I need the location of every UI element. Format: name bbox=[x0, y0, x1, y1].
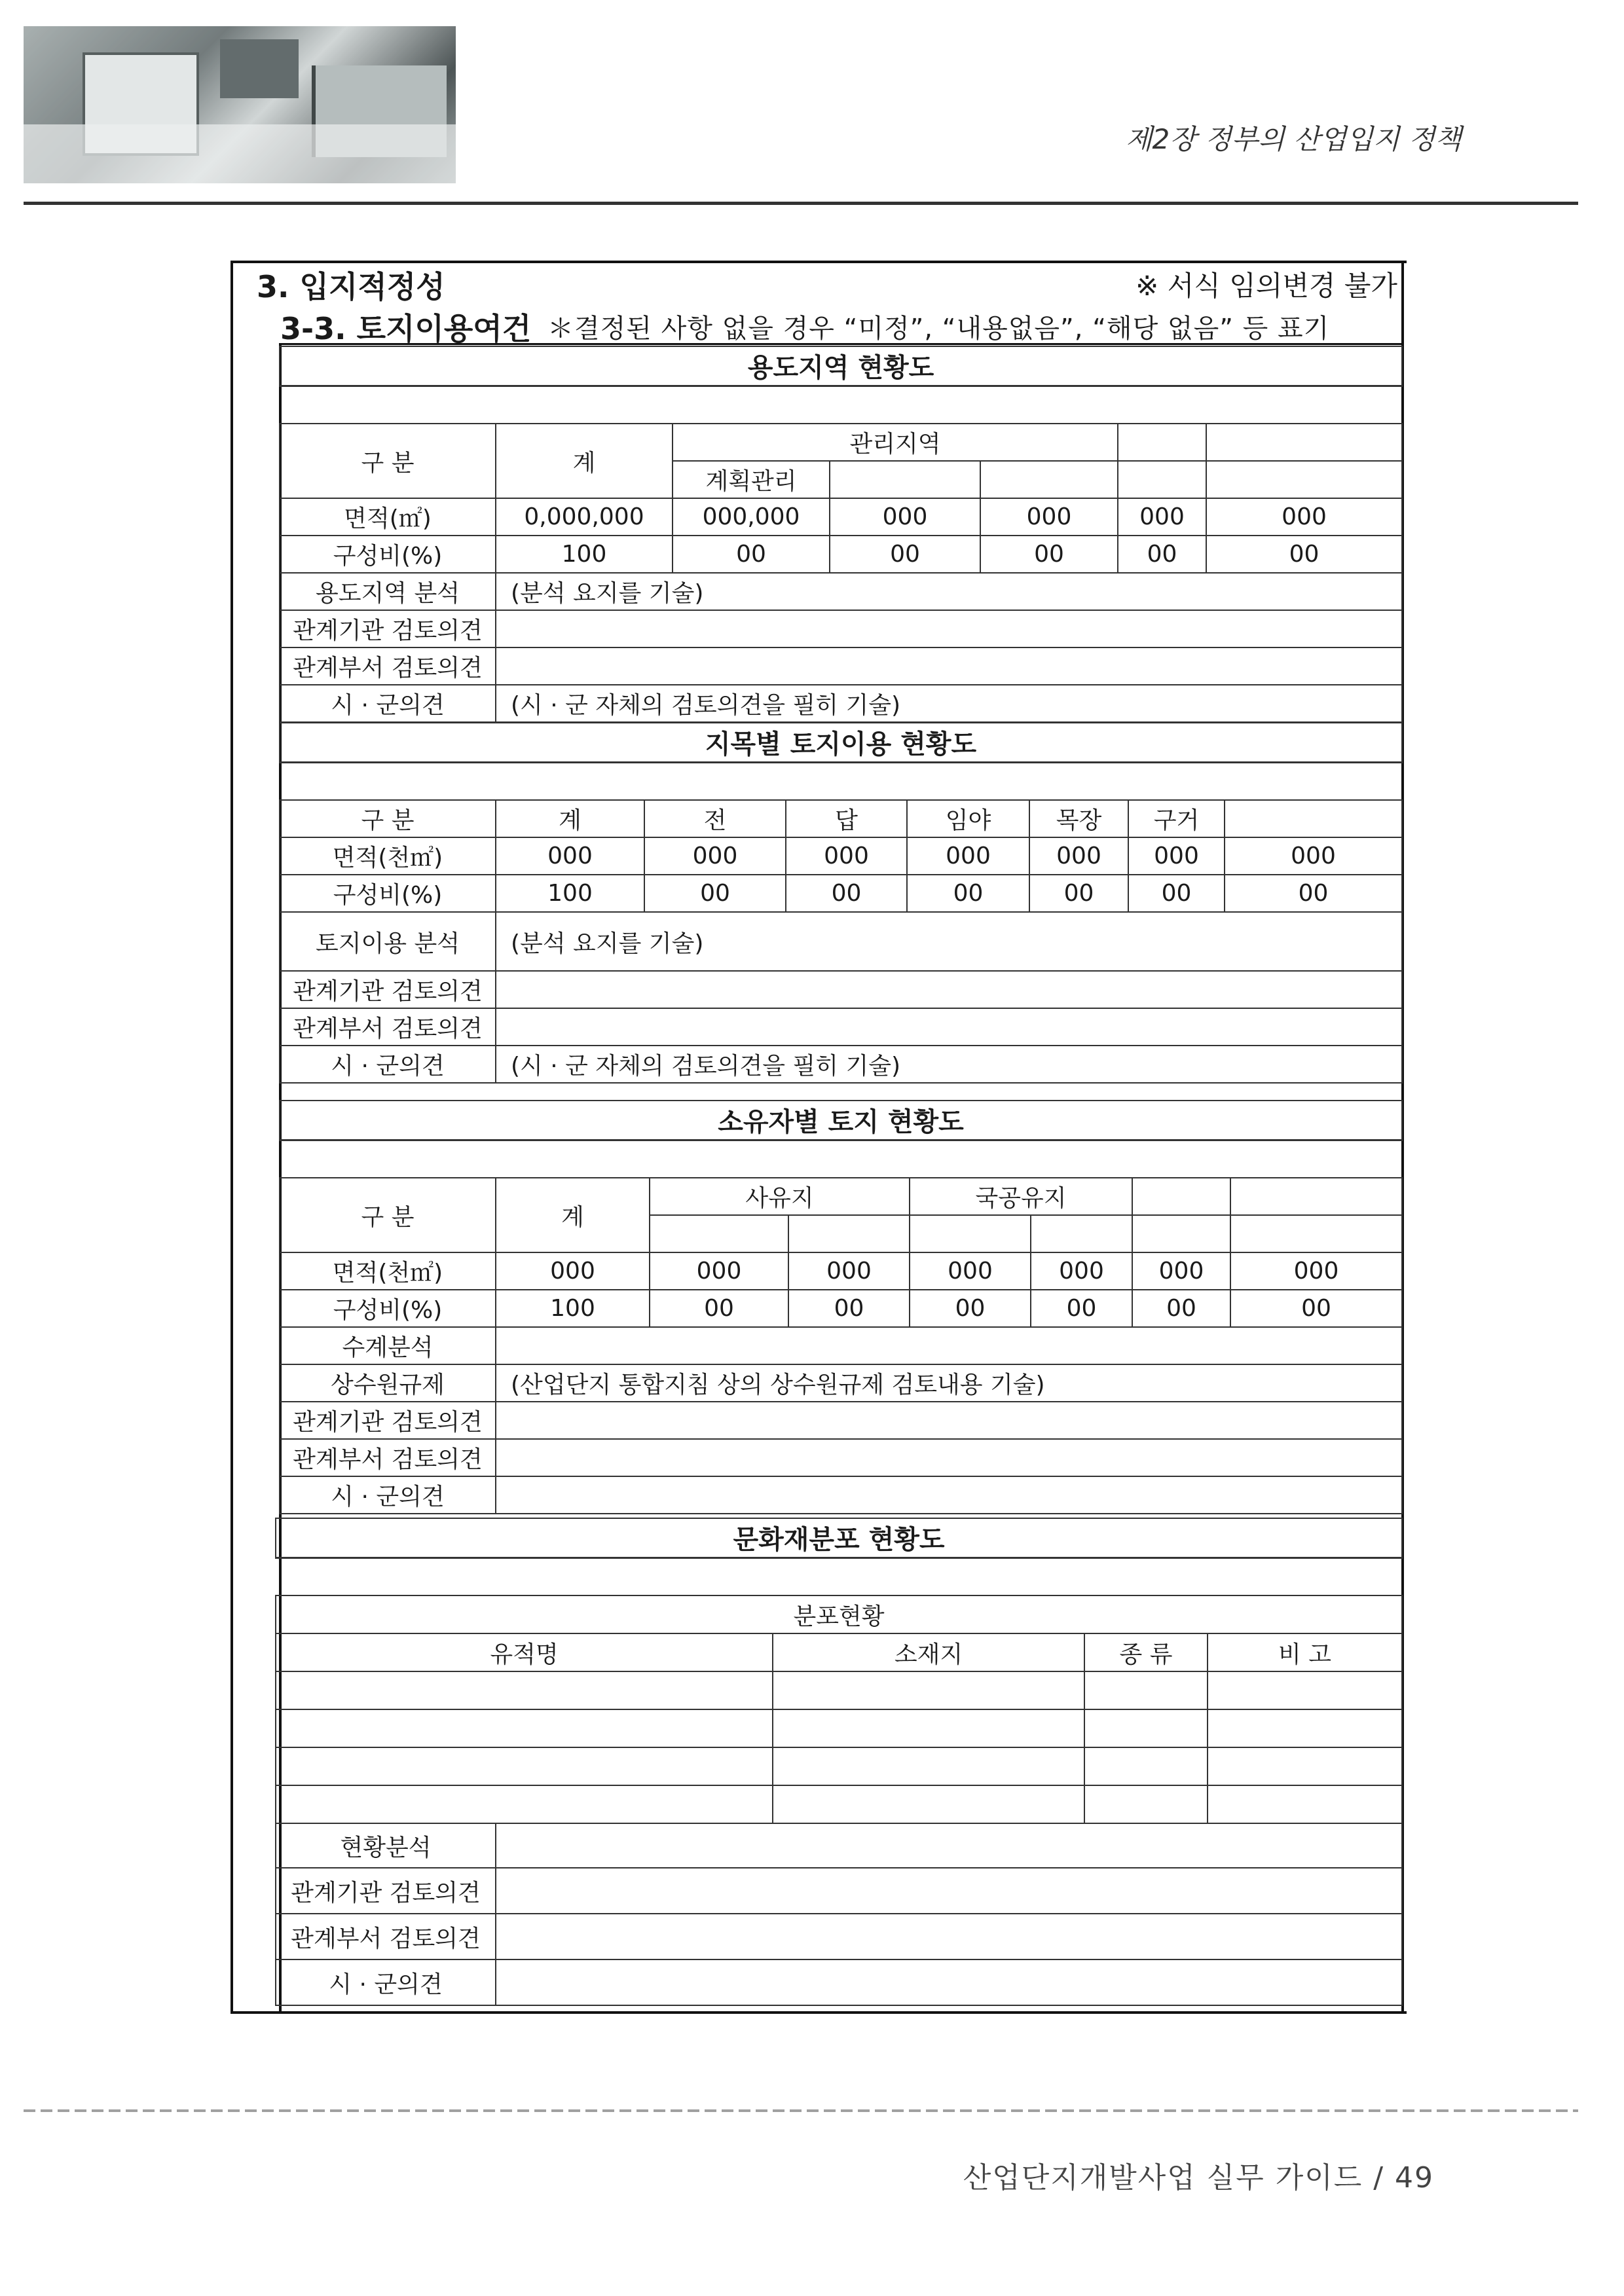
landuse-area-value: 000 bbox=[1128, 837, 1225, 875]
heritage-cell[interactable] bbox=[276, 1785, 773, 1823]
zoning-ratio-value: 00 bbox=[1206, 536, 1402, 573]
heritage-header: 소재지 bbox=[773, 1633, 1084, 1671]
ownership-title: 소유자별 토지 현황도 bbox=[280, 1101, 1402, 1140]
landuse-table bbox=[279, 722, 1403, 1084]
ownership-ratio-value: 00 bbox=[650, 1290, 788, 1327]
heritage-dept-label: 관계부서 검토의견 bbox=[276, 1914, 496, 1959]
landuse-area-value: 000 bbox=[1225, 837, 1402, 875]
zoning-table bbox=[279, 346, 1403, 723]
ownership-area-value: 000 bbox=[910, 1252, 1031, 1290]
zoning-area-value: 000,000 bbox=[673, 498, 830, 536]
ownership-water-field[interactable] bbox=[496, 1327, 1402, 1364]
zoning-plan-mgmt-label: 계획관리 bbox=[673, 461, 830, 498]
heritage-dept-field[interactable] bbox=[496, 1914, 1402, 1959]
heritage-cell[interactable] bbox=[773, 1785, 1084, 1823]
heritage-cell[interactable] bbox=[1208, 1671, 1402, 1709]
ownership-source-field[interactable]: (산업단지 통합지침 상의 상수원규제 검토내용 기술) bbox=[496, 1364, 1402, 1402]
heritage-cell[interactable] bbox=[773, 1747, 1084, 1785]
ownership-col-label: 구 분 bbox=[280, 1178, 496, 1252]
heritage-agency-label: 관계기관 검토의견 bbox=[276, 1868, 496, 1914]
landuse-agency-field[interactable] bbox=[496, 971, 1402, 1008]
ownership-area-value: 000 bbox=[1031, 1252, 1132, 1290]
header-photo bbox=[24, 26, 456, 183]
heritage-dist-label: 분포현황 bbox=[276, 1595, 1402, 1633]
chapter-title: 제2장 정부의 산업입지 정책 bbox=[1125, 123, 1462, 155]
zoning-area-value: 000 bbox=[1206, 498, 1402, 536]
landuse-area-value: 000 bbox=[907, 837, 1029, 875]
landuse-area-value: 000 bbox=[644, 837, 786, 875]
heritage-cell[interactable] bbox=[276, 1671, 773, 1709]
landuse-agency-label: 관계기관 검토의견 bbox=[280, 971, 496, 1008]
heritage-cell[interactable] bbox=[1084, 1747, 1208, 1785]
zoning-city-field[interactable]: (시 · 군 자체의 검토의견을 필히 기술) bbox=[496, 685, 1402, 722]
zoning-ratio-value: 00 bbox=[830, 536, 980, 573]
zoning-city-label: 시 · 군의견 bbox=[280, 685, 496, 722]
heritage-cell[interactable] bbox=[276, 1709, 773, 1747]
landuse-area-label: 면적(천㎡) bbox=[280, 837, 496, 875]
landuse-area-value: 000 bbox=[786, 837, 907, 875]
landuse-dept-field[interactable] bbox=[496, 1008, 1402, 1046]
zoning-total-label: 계 bbox=[496, 424, 673, 498]
landuse-header: 목장 bbox=[1029, 800, 1128, 837]
ownership-city-field[interactable] bbox=[496, 1476, 1402, 1514]
ownership-public-label: 국공유지 bbox=[910, 1178, 1132, 1215]
heritage-agency-field[interactable] bbox=[496, 1868, 1402, 1914]
heritage-table bbox=[275, 1518, 1403, 2006]
footer-text: 산업단지개발사업 실무 가이드 / 49 bbox=[963, 2161, 1434, 2195]
landuse-header: 구거 bbox=[1128, 800, 1225, 837]
ownership-agency-field[interactable] bbox=[496, 1402, 1402, 1439]
landuse-city-label: 시 · 군의견 bbox=[280, 1046, 496, 1083]
landuse-analysis-label: 토지이용 분석 bbox=[280, 912, 496, 971]
landuse-area-value: 000 bbox=[496, 837, 644, 875]
landuse-ratio-value: 00 bbox=[1128, 875, 1225, 912]
heritage-status-label: 현황분석 bbox=[276, 1823, 496, 1868]
zoning-mgmt-label: 관리지역 bbox=[673, 424, 1118, 461]
landuse-dept-label: 관계부서 검토의견 bbox=[280, 1008, 496, 1046]
heritage-header: 비 고 bbox=[1208, 1633, 1402, 1671]
zoning-agency-field[interactable] bbox=[496, 610, 1402, 647]
ownership-private-label: 사유지 bbox=[650, 1178, 910, 1215]
landuse-header: 계 bbox=[496, 800, 644, 837]
ownership-source-label: 상수원규제 bbox=[280, 1364, 496, 1402]
landuse-ratio-value: 00 bbox=[1225, 875, 1402, 912]
header-rule bbox=[24, 202, 1578, 205]
zoning-ratio-value: 00 bbox=[1118, 536, 1206, 573]
zoning-area-value: 000 bbox=[1118, 498, 1206, 536]
landuse-header bbox=[1225, 800, 1402, 837]
ownership-water-label: 수계분석 bbox=[280, 1327, 496, 1364]
landuse-ratio-value: 00 bbox=[1029, 875, 1128, 912]
landuse-ratio-value: 100 bbox=[496, 875, 644, 912]
zoning-analysis-label: 용도지역 분석 bbox=[280, 573, 496, 610]
heritage-cell[interactable] bbox=[773, 1671, 1084, 1709]
heritage-status-field[interactable] bbox=[496, 1823, 1402, 1868]
heritage-cell[interactable] bbox=[773, 1709, 1084, 1747]
heritage-cell[interactable] bbox=[1208, 1747, 1402, 1785]
ownership-area-value: 000 bbox=[496, 1252, 650, 1290]
landuse-analysis-field[interactable]: (분석 요지를 기술) bbox=[496, 912, 1402, 971]
ownership-ratio-value: 00 bbox=[1230, 1290, 1402, 1327]
landuse-ratio-value: 00 bbox=[786, 875, 907, 912]
landuse-header: 전 bbox=[644, 800, 786, 837]
zoning-agency-label: 관계기관 검토의견 bbox=[280, 610, 496, 647]
zoning-ratio-label: 구성비(%) bbox=[280, 536, 496, 573]
zoning-ratio-value: 100 bbox=[496, 536, 673, 573]
ownership-ratio-value: 00 bbox=[788, 1290, 910, 1327]
heritage-header: 유적명 bbox=[276, 1633, 773, 1671]
landuse-area-value: 000 bbox=[1029, 837, 1128, 875]
ownership-total-label: 계 bbox=[496, 1178, 650, 1252]
subsection-title: 3-3. 토지이용여건 bbox=[280, 311, 532, 346]
ownership-ratio-label: 구성비(%) bbox=[280, 1290, 496, 1327]
zoning-title: 용도지역 현황도 bbox=[280, 346, 1402, 386]
heritage-cell[interactable] bbox=[1084, 1709, 1208, 1747]
ownership-dept-label: 관계부서 검토의견 bbox=[280, 1439, 496, 1476]
ownership-area-value: 000 bbox=[788, 1252, 910, 1290]
zoning-dept-field[interactable] bbox=[496, 647, 1402, 685]
landuse-title: 지목별 토지이용 현황도 bbox=[280, 723, 1402, 762]
ownership-agency-label: 관계기관 검토의견 bbox=[280, 1402, 496, 1439]
heritage-cell[interactable] bbox=[1084, 1785, 1208, 1823]
subsection-note: ＊결정된 사항 없을 경우 “미정”, “내용없음”, “해당 없음” 등 표기 bbox=[547, 314, 1330, 344]
ownership-table bbox=[279, 1100, 1403, 1514]
zoning-ratio-value: 00 bbox=[673, 536, 830, 573]
ownership-area-value: 000 bbox=[1230, 1252, 1402, 1290]
zoning-area-value: 0,000,000 bbox=[496, 498, 673, 536]
ownership-ratio-value: 100 bbox=[496, 1290, 650, 1327]
zoning-col-label: 구 분 bbox=[280, 424, 496, 498]
zoning-dept-label: 관계부서 검토의견 bbox=[280, 647, 496, 685]
heritage-city-field[interactable] bbox=[496, 1959, 1402, 2005]
heritage-city-label: 시 · 군의견 bbox=[276, 1959, 496, 2005]
section-title: 3. 입지적정성 bbox=[257, 269, 445, 304]
landuse-col-label: 구 분 bbox=[280, 800, 496, 837]
footer-rule bbox=[24, 2109, 1578, 2112]
section-note: ※ 서식 임의변경 불가 bbox=[1135, 270, 1397, 302]
heritage-cell[interactable] bbox=[1084, 1671, 1208, 1709]
ownership-area-value: 000 bbox=[650, 1252, 788, 1290]
zoning-ratio-value: 00 bbox=[980, 536, 1118, 573]
landuse-header: 답 bbox=[786, 800, 907, 837]
heritage-cell[interactable] bbox=[1208, 1785, 1402, 1823]
landuse-ratio-value: 00 bbox=[907, 875, 1029, 912]
heritage-header: 종 류 bbox=[1084, 1633, 1208, 1671]
ownership-city-label: 시 · 군의견 bbox=[280, 1476, 496, 1514]
ownership-ratio-value: 00 bbox=[1132, 1290, 1230, 1327]
zoning-analysis-field[interactable]: (분석 요지를 기술) bbox=[496, 573, 1402, 610]
landuse-ratio-label: 구성비(%) bbox=[280, 875, 496, 912]
heritage-cell[interactable] bbox=[1208, 1709, 1402, 1747]
heritage-cell[interactable] bbox=[276, 1747, 773, 1785]
ownership-dept-field[interactable] bbox=[496, 1439, 1402, 1476]
landuse-header: 임야 bbox=[907, 800, 1029, 837]
ownership-area-label: 면적(천㎡) bbox=[280, 1252, 496, 1290]
landuse-ratio-value: 00 bbox=[644, 875, 786, 912]
zoning-area-value: 000 bbox=[830, 498, 980, 536]
zoning-area-label: 면적(㎡) bbox=[280, 498, 496, 536]
ownership-ratio-value: 00 bbox=[1031, 1290, 1132, 1327]
landuse-city-field[interactable]: (시 · 군 자체의 검토의견을 필히 기술) bbox=[496, 1046, 1402, 1083]
heritage-title: 문화재분포 현황도 bbox=[276, 1518, 1402, 1558]
ownership-area-value: 000 bbox=[1132, 1252, 1230, 1290]
ownership-ratio-value: 00 bbox=[910, 1290, 1031, 1327]
zoning-area-value: 000 bbox=[980, 498, 1118, 536]
